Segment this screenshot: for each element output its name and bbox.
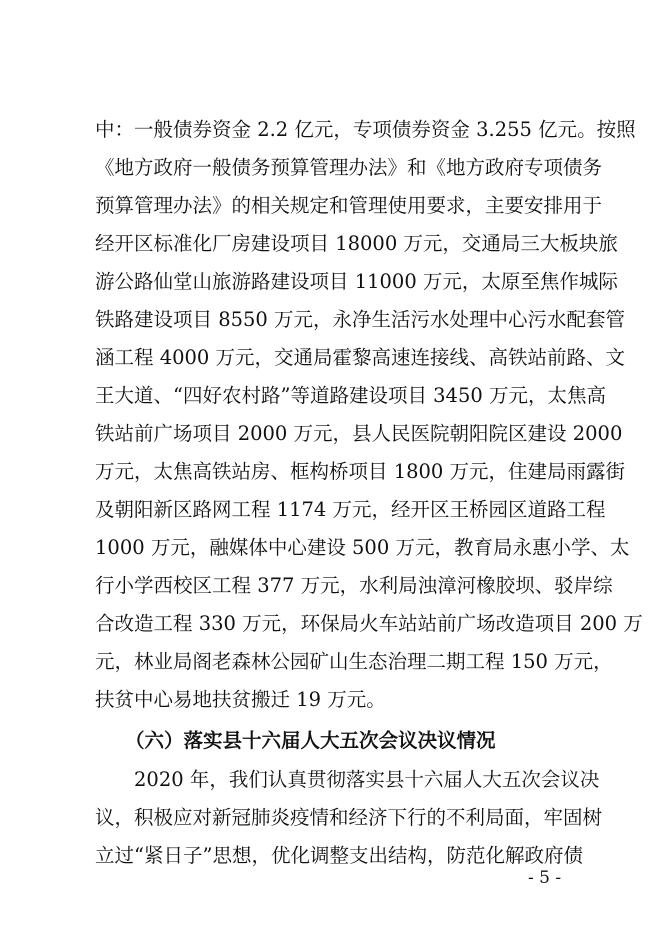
body-text-line: 铁站前广场项目 2000 万元，县人民医院朝阳院区建设 2000 — [95, 422, 623, 445]
body-text-line: 经开区标准化厂房建设项目 18000 万元，交通局三大板块旅 — [95, 232, 618, 255]
body-text-line: 合改造工程 330 万元，环保局火车站站前广场改造项目 200 万 — [95, 612, 643, 635]
body-text-line: 万元，太焦高铁站房、框构桥项目 1800 万元，住建局雨露街 — [95, 460, 626, 483]
body-text-line: 1000 万元，融媒体中心建设 500 万元，教育局永惠小学、太 — [95, 536, 630, 559]
body-text-line: 扶贫中心易地扶贫搬迁 19 万元。 — [95, 688, 386, 711]
body-text-line: 铁路建设项目 8550 万元，永净生活污水处理中心污水配套管 — [95, 308, 626, 331]
body-text-line: 中：一般债券资金 2.2 亿元，专项债券资金 3.255 亿元。按照 — [95, 118, 636, 141]
body-text-line: 立过“紧日子”思想，优化调整支出结构，防范化解政府债 — [95, 844, 583, 867]
body-text-line: 及朝阳新区路网工程 1174 万元，经开区王桥园区道路工程 — [95, 498, 606, 521]
body-text-line: 《地方政府一般债务预算管理办法》和《地方政府专项债务 — [95, 156, 603, 179]
body-text-line: 元，林业局阁老森林公园矿山生态治理二期工程 150 万元， — [95, 650, 613, 673]
section-heading: （六）落实县十六届人大五次会议决议情况 — [125, 729, 496, 752]
body-text-line: 游公路仙堂山旅游路建设项目 11000 万元，太原至焦作城际 — [95, 270, 618, 293]
body-text-line: 行小学西校区工程 377 万元，水利局浊漳河橡胶坝、驳岸综 — [95, 574, 613, 597]
body-text-line: 涵工程 4000 万元，交通局霍黎高速连接线、高铁站前路、文 — [95, 346, 626, 369]
body-text-line: 王大道、“四好农村路”等道路建设项目 3450 万元，太焦高 — [95, 384, 606, 407]
body-text-line: 议，积极应对新冠肺炎疫情和经济下行的不利局面，牢固树 — [95, 806, 603, 829]
page-number: - 5 - — [528, 868, 562, 888]
body-text-line: 预算管理办法》的相关规定和管理使用要求，主要安排用于 — [95, 194, 603, 217]
body-text-line: 2020 年，我们认真贯彻落实县十六届人大五次会议决 — [134, 768, 600, 791]
